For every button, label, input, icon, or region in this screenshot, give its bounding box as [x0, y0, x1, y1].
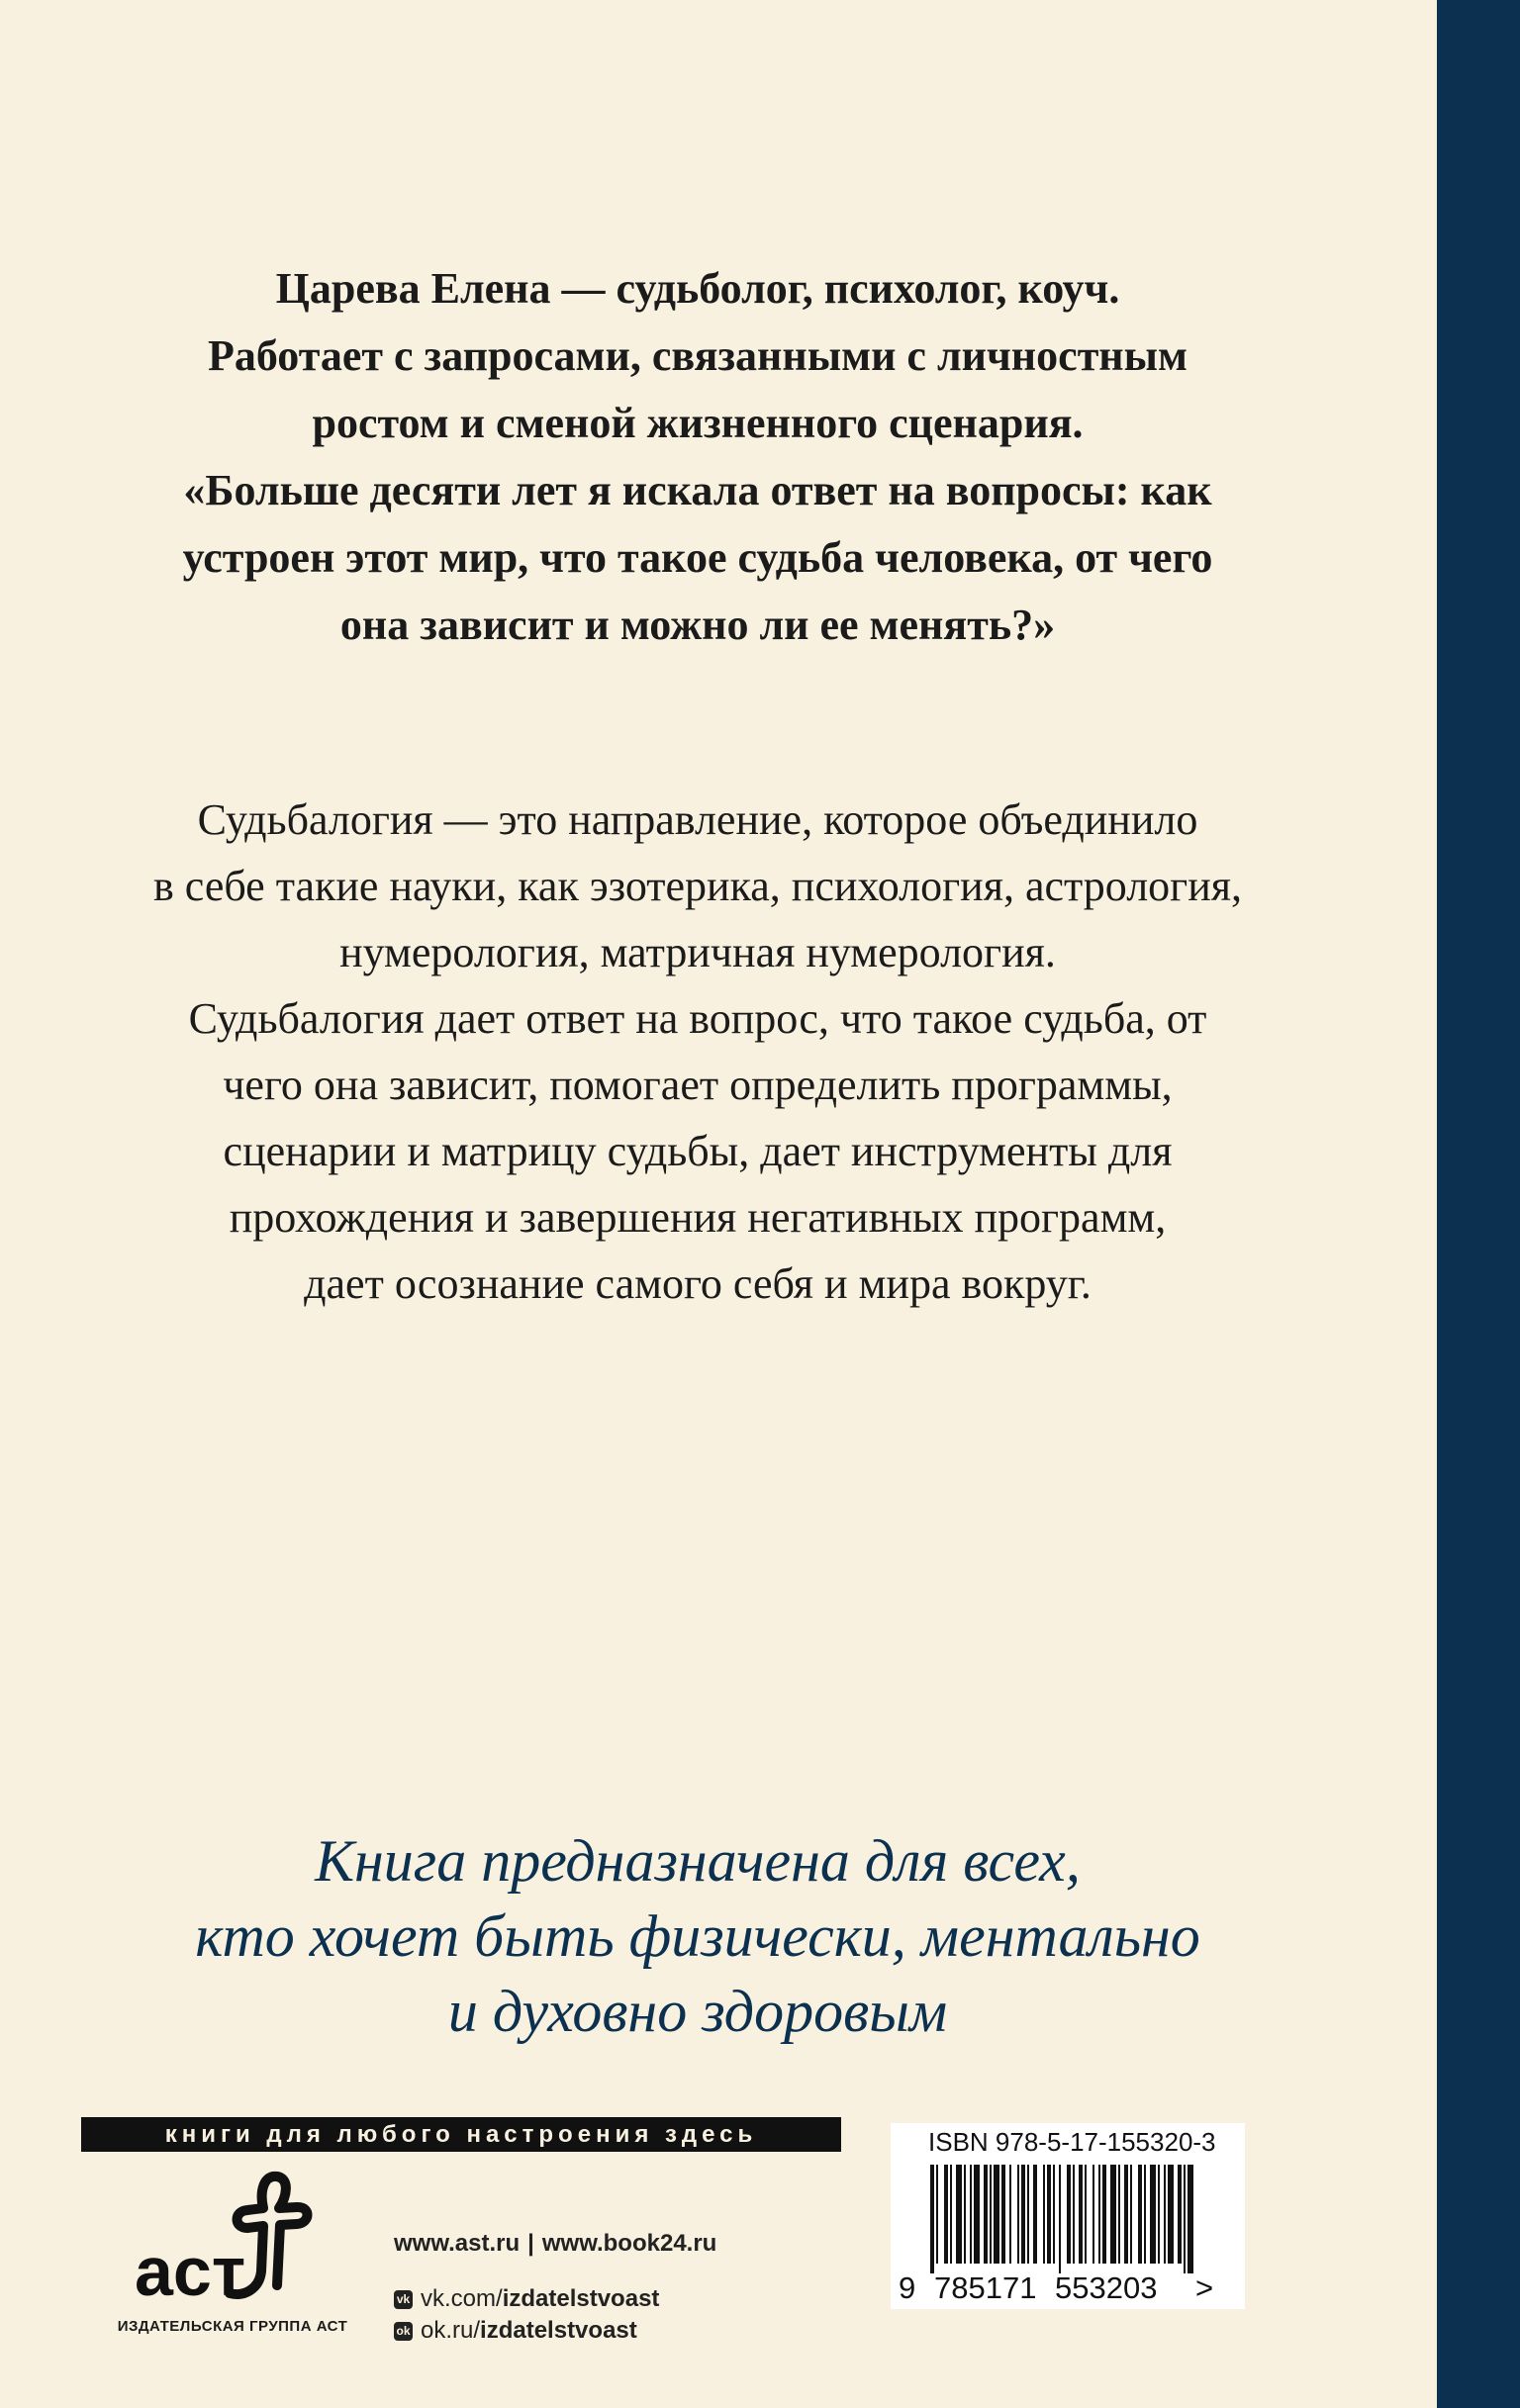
- barcode-bar: [1158, 2165, 1160, 2264]
- barcode-bar: [1144, 2165, 1146, 2264]
- barcode-bar: [1073, 2165, 1075, 2264]
- barcode-bar: [974, 2165, 980, 2264]
- barcode-bar: [1079, 2165, 1083, 2264]
- vk-icon: vk: [394, 2290, 413, 2309]
- barcode-bar: [1130, 2165, 1132, 2264]
- description-line: Судьбалогия — это направление, которое объединило: [197, 795, 1198, 844]
- isbn-barcode: [891, 2123, 1245, 2309]
- barcode-bar: [930, 2165, 934, 2273]
- barcode-bar: [944, 2165, 948, 2264]
- description-line: дает осознание самого себя и мира вокруг.: [304, 1259, 1092, 1308]
- barcode-bar: [1085, 2165, 1087, 2264]
- ok-handle: izdatelstvoast: [480, 2317, 637, 2344]
- barcode-bar: [1178, 2165, 1182, 2264]
- barcode-bar: [1118, 2165, 1120, 2264]
- barcode-quiet-mark: >: [1195, 2270, 1214, 2305]
- isbn-label: ISBN 978-5-17-155320-3: [928, 2127, 1216, 2157]
- author-bio-line: она зависит и можно ли ее менять?»: [339, 601, 1056, 649]
- barcode-bar: [1184, 2165, 1186, 2273]
- barcode-bar: [1098, 2165, 1100, 2264]
- description-line: сценарии и матрицу судьбы, дает инструменты для: [223, 1127, 1173, 1175]
- barcode-bar: [1164, 2165, 1166, 2264]
- barcode-bar: [1059, 2165, 1061, 2273]
- description-line: прохождения и завершения негативных программ,: [229, 1193, 1167, 1242]
- barcode-bar: [1001, 2165, 1005, 2264]
- barcode-bar: [1021, 2165, 1025, 2264]
- barcode-bar: [950, 2165, 952, 2264]
- barcode-bar: [1188, 2165, 1193, 2273]
- barcode-bar: [984, 2165, 988, 2264]
- barcode-bar: [936, 2165, 938, 2264]
- barcode-bar: [1110, 2165, 1116, 2264]
- barcode-bar: [1138, 2165, 1142, 2264]
- barcode-bars: [891, 2165, 1245, 2273]
- barcode-bar: [1168, 2165, 1174, 2264]
- barcode-bar: [1047, 2165, 1051, 2264]
- description-line: нумерология, матричная нумерология.: [339, 928, 1056, 976]
- description-line: чего она зависит, помогает определить программы,: [223, 1061, 1173, 1109]
- author-bio-line: Царева Елена — судьболог, психолог, коуч.: [275, 264, 1120, 313]
- book-description: [40, 787, 1356, 1317]
- barcode-bar: [1033, 2165, 1037, 2264]
- social-link-vk[interactable]: [394, 2283, 716, 2315]
- tagline-line: и духовно здоровым: [447, 1979, 948, 2044]
- vk-prefix: vk.com/: [421, 2285, 503, 2312]
- barcode-bar: [1027, 2165, 1029, 2264]
- barcode-lead-digit: 9: [899, 2270, 916, 2305]
- tagline-line: кто хочет быть физически, ментально: [195, 1903, 1200, 1969]
- barcode-bar: [1124, 2165, 1128, 2264]
- website-link-book24[interactable]: www.book24.ru: [541, 2230, 717, 2257]
- ok-icon: ok: [394, 2322, 413, 2341]
- author-bio: [59, 255, 1336, 659]
- publisher-name: ИЗДАТЕЛЬСКАЯ ГРУППА АСТ: [117, 2318, 348, 2335]
- barcode-digits: [891, 2269, 1245, 2307]
- author-bio-line: ростом и сменой жизненного сценария.: [312, 399, 1084, 447]
- barcode-left-group: 785171: [934, 2270, 1037, 2305]
- logo-wordmark: аст: [135, 2233, 246, 2310]
- barcode-bar: [1102, 2165, 1106, 2264]
- ast-logo: [129, 2169, 327, 2317]
- barcode-bar: [1150, 2165, 1156, 2264]
- link-separator: |: [527, 2230, 534, 2257]
- author-bio-line: Работает с запросами, связанными с личностным: [208, 331, 1188, 380]
- vk-handle: izdatelstvoast: [502, 2285, 660, 2312]
- barcode-bar: [1017, 2165, 1019, 2264]
- barcode-bar: [970, 2165, 972, 2264]
- spine-band: [1437, 0, 1520, 2408]
- slogan-strip: книги для любого настроения здесь: [81, 2117, 841, 2152]
- barcode-bar: [994, 2165, 999, 2264]
- publisher-links: [394, 2228, 716, 2347]
- barcode-bar: [964, 2165, 966, 2264]
- author-bio-line: устроен этот мир, что такое судьба человека, от чего: [182, 533, 1213, 582]
- barcode-right-group: 553203: [1055, 2270, 1158, 2305]
- social-link-ok[interactable]: [394, 2315, 716, 2347]
- barcode-bar: [1092, 2165, 1094, 2264]
- author-bio-line: «Больше десяти лет я искала ответ на вопросы: как: [183, 466, 1212, 514]
- website-link-ast[interactable]: www.ast.ru: [394, 2230, 521, 2257]
- barcode-bar: [1043, 2165, 1045, 2264]
- barcode-bar: [956, 2165, 962, 2264]
- barcode-bar: [1067, 2165, 1071, 2264]
- barcode-bar: [990, 2165, 992, 2264]
- barcode-bar: [1009, 2165, 1011, 2264]
- ok-prefix: ok.ru/: [421, 2317, 481, 2344]
- description-line: Судьбалогия дает ответ на вопрос, что такое судьба, от: [188, 994, 1207, 1043]
- website-links: [394, 2228, 716, 2260]
- tagline: [59, 1823, 1336, 2049]
- barcode-bar: [1053, 2165, 1055, 2264]
- tagline-line: Книга предназначена для всех,: [315, 1828, 1081, 1894]
- description-line: в себе такие науки, как эзотерика, психология, астрология,: [153, 862, 1242, 910]
